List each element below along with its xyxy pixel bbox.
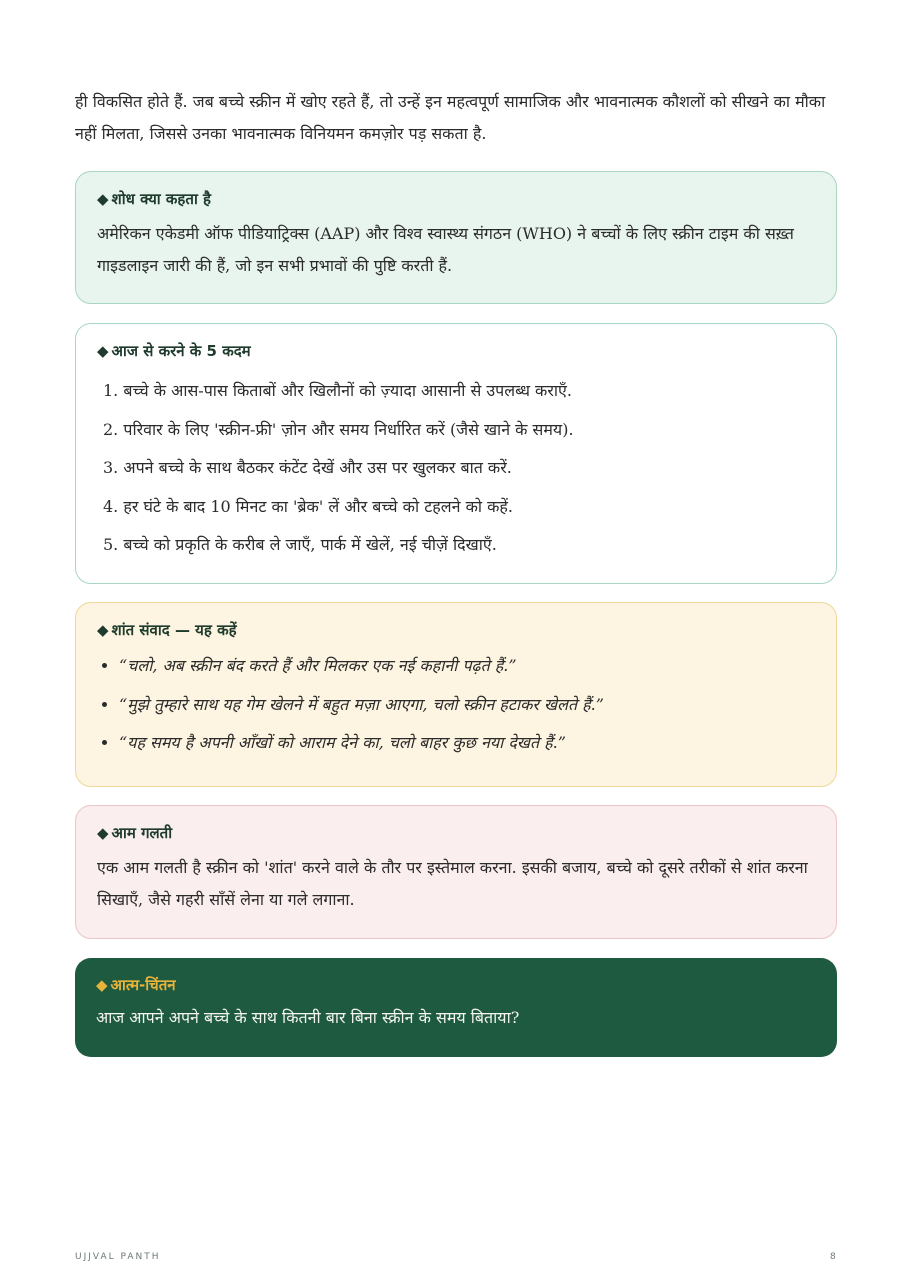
research-title: शोध क्या कहता है <box>111 190 212 208</box>
step-item: 4. हर घंटे के बाद 10 मिनट का 'ब्रेक' लें और बच्चे को टहलने को कहें. <box>103 496 513 516</box>
mistake-box <box>75 805 837 939</box>
page-number: 8 <box>830 1252 836 1262</box>
reflection-title: आत्म-चिंतन <box>110 976 176 994</box>
step-item: 3. अपने बच्चे के साथ बैठकर कंटेंट देखें और उस पर खुलकर बात करें. <box>103 458 512 477</box>
reflection-heading <box>96 972 816 998</box>
calm-title: शांत संवाद — यह कहें <box>111 621 237 639</box>
step-item: 2. परिवार के लिए 'स्क्रीन-फ्री' ज़ोन और समय निर्धारित करें (जैसे खाने के समय). <box>103 419 574 439</box>
diamond-icon: ◆ <box>97 342 109 360</box>
step-item: 1. बच्चे के आस-पास किताबों और खिलौनों को ज़्यादा आसानी से उपलब्ध कराएँ. <box>103 381 572 400</box>
diamond-icon: ◆ <box>97 824 109 842</box>
research-box <box>75 171 837 304</box>
footer-author: UJJVAL PANTH <box>75 1252 161 1262</box>
calm-list <box>97 647 815 763</box>
step-item: 5. बच्चे को प्रकृति के करीब ले जाएँ, पार्क में खेलें, नई चीज़ें दिखाएँ. <box>103 535 497 554</box>
calm-heading <box>97 617 815 643</box>
research-body: अमेरिकन एकेडमी ऑफ पीडियाट्रिक्स (AAP) और विश्व स्वास्थ्य संगठन (WHO) ने बच्चों के लिए स्क्रीन टाइम की सख़्त गाइडलाइन जारी की हैं, जो इन सभी प्रभावों की पुष्टि करती हैं. <box>97 224 794 275</box>
diamond-icon: ◆ <box>97 621 109 639</box>
mistake-title: आम गलती <box>111 824 173 842</box>
steps-list <box>97 372 815 565</box>
diamond-icon: ◆ <box>96 976 108 994</box>
steps-title: आज से करने के 5 कदम <box>111 342 251 360</box>
calm-item: • “चलो, अब स्क्रीन बंद करते हैं और मिलकर एक नई कहानी पढ़ते हैं.” <box>119 647 815 686</box>
steps-box <box>75 323 837 584</box>
research-heading <box>97 186 815 212</box>
calm-dialogue-box <box>75 602 837 787</box>
steps-heading <box>97 338 815 364</box>
calm-item: • “यह समय है अपनी आँखों को आराम देने का, चलो बाहर कुछ नया देखते हैं.” <box>119 724 815 763</box>
intro-paragraph: ही विकसित होते हैं. जब बच्चे स्क्रीन में खोए रहते हैं, तो उन्हें इन महत्वपूर्ण सामाजिक और भावनात्मक कौशलों को सीखने का मौका नहीं मिलता, जिससे उनका भावनात्मक विनियमन कमज़ोर पड़ सकता है. <box>75 92 826 143</box>
mistake-heading <box>97 820 815 846</box>
calm-item: • “मुझे तुम्हारे साथ यह गेम खेलने में बहुत मज़ा आएगा, चलो स्क्रीन हटाकर खेलते हैं.” <box>119 686 815 725</box>
reflection-body: आज आपने अपने बच्चे के साथ कितनी बार बिना स्क्रीन के समय बिताया? <box>96 1008 520 1027</box>
mistake-body: एक आम गलती है स्क्रीन को 'शांत' करने वाले के तौर पर इस्तेमाल करना. इसकी बजाय, बच्चे को दूसरे तरीकों से शांत करना सिखाएँ, जैसे गहरी साँसें लेना या गले लगाना. <box>97 858 808 909</box>
reflection-box <box>75 958 837 1057</box>
diamond-icon: ◆ <box>97 190 109 208</box>
